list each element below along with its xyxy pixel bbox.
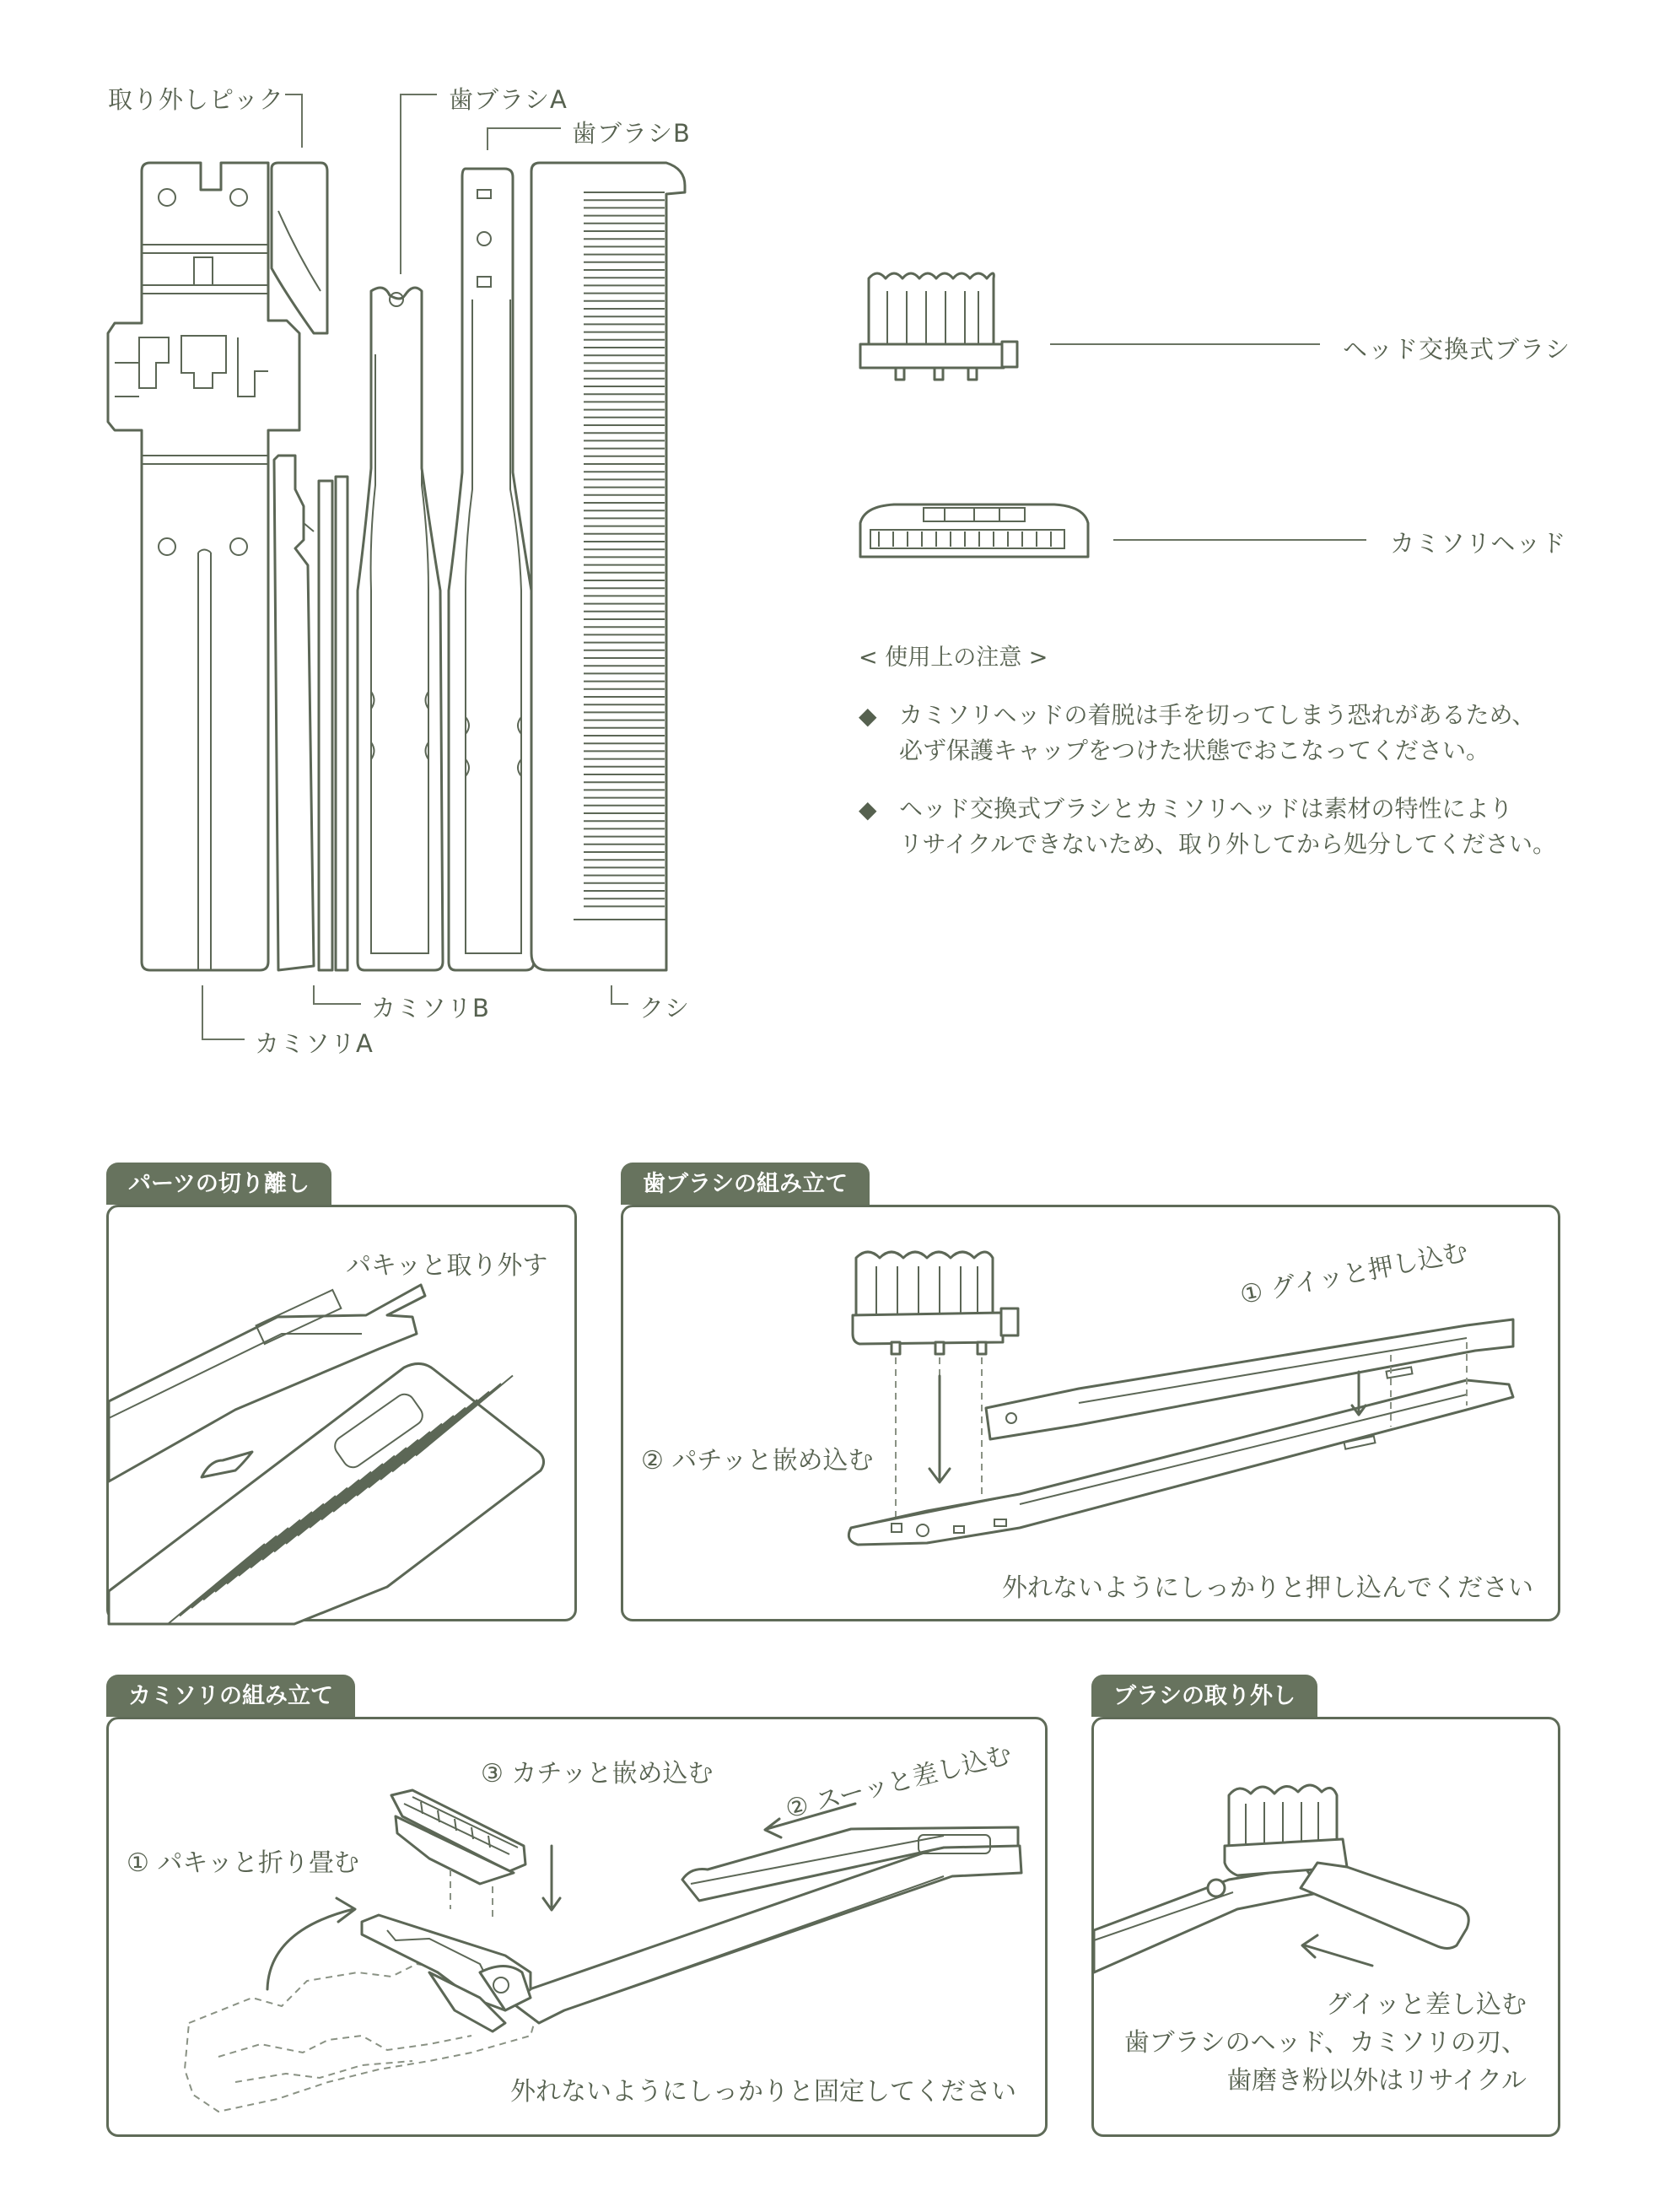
bullet-diamond-icon: ◆ <box>859 702 877 730</box>
razor-caption: 外れないようにしっかりと固定してください <box>510 2077 1016 2107</box>
razor-step-1: ① パキッと折り畳む <box>127 1848 359 1878</box>
razor-step-3: ③ カチッと嵌め込む <box>481 1759 714 1788</box>
label-brush-b: 歯ブラシB <box>572 119 691 148</box>
removal-line-2: 歯ブラシのヘッド、カミソリの刃、 <box>1123 2028 1527 2058</box>
label-razor-head: カミソリヘッド <box>1390 529 1567 558</box>
panel-brush-assembly-tab: 歯ブラシの組み立て <box>621 1163 870 1205</box>
notes-title: < 使用上の注意 > <box>859 645 1048 671</box>
panel-razor-assembly-tab: カミソリの組み立て <box>106 1675 355 1717</box>
razor-step-2: ② スーッと差し込む <box>782 1740 1015 1825</box>
removal-line-3: 歯磨き粉以外はリサイクル <box>1226 2066 1527 2096</box>
brush-caption: 外れないようにしっかりと押し込んでください <box>1002 1573 1533 1603</box>
panel-brush-removal-tab: ブラシの取り外し <box>1091 1675 1317 1717</box>
note-2-line-2: リサイクルできないため、取り外してから処分してください。 <box>899 830 1556 858</box>
label-brush-a: 歯ブラシA <box>449 85 568 114</box>
brush-step-2: ② パチッと嵌め込む <box>641 1446 874 1476</box>
bullet-diamond-icon: ◆ <box>859 796 877 823</box>
label-razor-a: カミソリA <box>255 1029 374 1058</box>
panel-separate-tab: パーツの切り離し <box>106 1163 331 1205</box>
label-brush-head: ヘッド交換式ブラシ <box>1343 335 1571 364</box>
label-pick: 取り外しピック <box>108 85 284 114</box>
brush-step-1: ① グイッと押し込む <box>1237 1237 1471 1311</box>
note-1-line-2: 必ず保護キャップをつけた状態でおこなってください。 <box>899 736 1490 764</box>
label-razor-b: カミソリB <box>371 994 490 1022</box>
note-2-line-1: ヘッド交換式ブラシとカミソリヘッドは素材の特性により <box>899 795 1513 823</box>
note-1-line-1: カミソリヘッドの着脱は手を切ってしまう恐れがあるため、 <box>899 701 1536 729</box>
removal-line-1: グイッと差し込む <box>1326 1990 1527 2020</box>
separate-caption: パキッと取り外す <box>346 1251 548 1281</box>
label-comb: クシ <box>639 994 691 1022</box>
